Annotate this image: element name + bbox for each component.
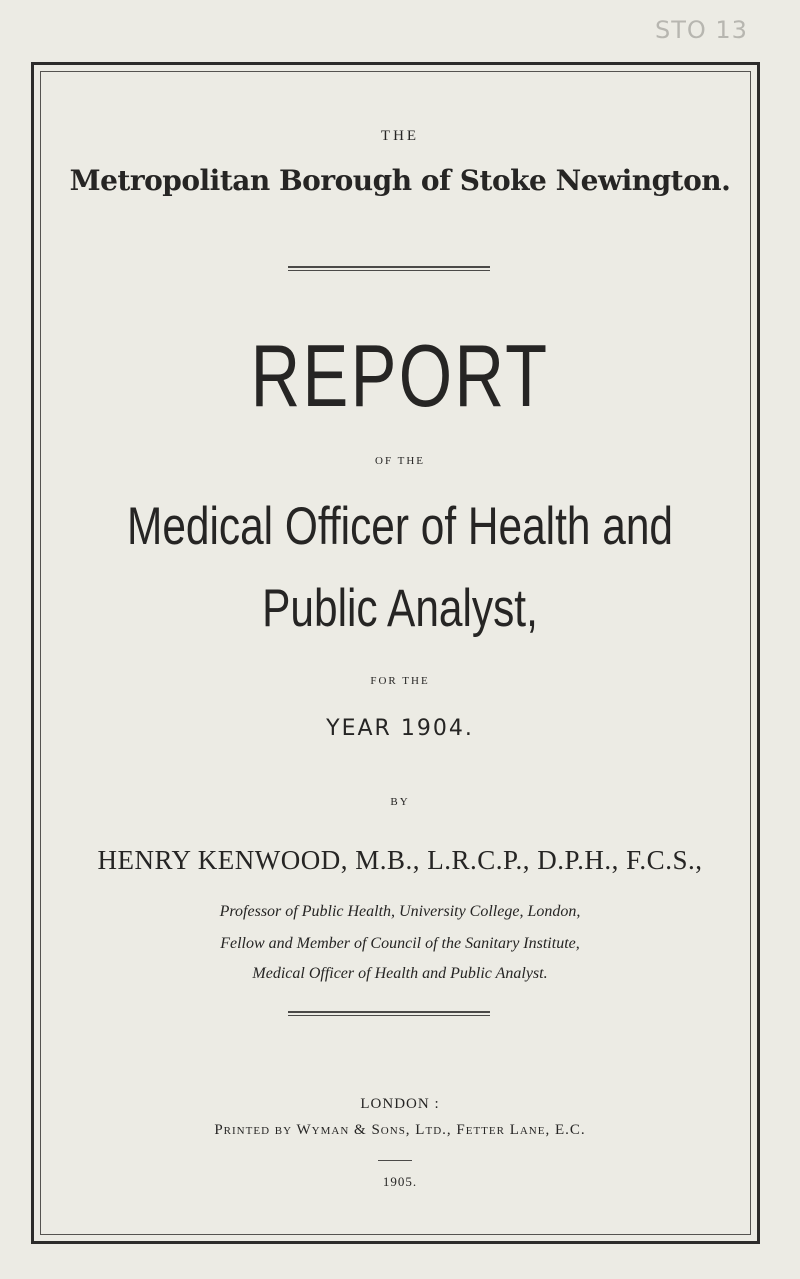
of-the-label: OF THE [375, 455, 425, 467]
report-year: YEAR 1904. [326, 716, 474, 741]
title-article: THE [380, 128, 420, 144]
report-heading: REPORT [250, 326, 550, 425]
shelfmark-annotation: STO 13 [655, 16, 748, 44]
office-title-line-2: Public Analyst, [262, 579, 538, 638]
author-credential: Professor of Public Health, University College, London, [219, 903, 581, 920]
imprint-city: LONDON : [360, 1096, 440, 1112]
author-credential: Fellow and Member of Council of the Sanitary Institute, [220, 935, 580, 952]
author-name: HENRY KENWOOD, M.B., L.R.C.P., D.P.H., F.C.S., [97, 845, 703, 875]
for-the-label: FOR THE [370, 675, 430, 687]
by-label: BY [390, 796, 410, 808]
divider-top [288, 266, 490, 271]
page-border [31, 62, 760, 1244]
borough-title: Metropolitan Borough of Stoke Newington. [69, 164, 731, 197]
page-border-inner [40, 71, 751, 1235]
author-credential: Medical Officer of Health and Public Analyst. [252, 965, 548, 982]
imprint-year: 1905. [382, 1174, 418, 1189]
divider-bottom [288, 1011, 490, 1016]
imprint-rule [378, 1160, 412, 1161]
imprint-printer: Printed by Wyman & Sons, Ltd., Fetter Lane, E.C. [214, 1122, 586, 1138]
office-title-line-1: Medical Officer of Health and [127, 497, 673, 556]
